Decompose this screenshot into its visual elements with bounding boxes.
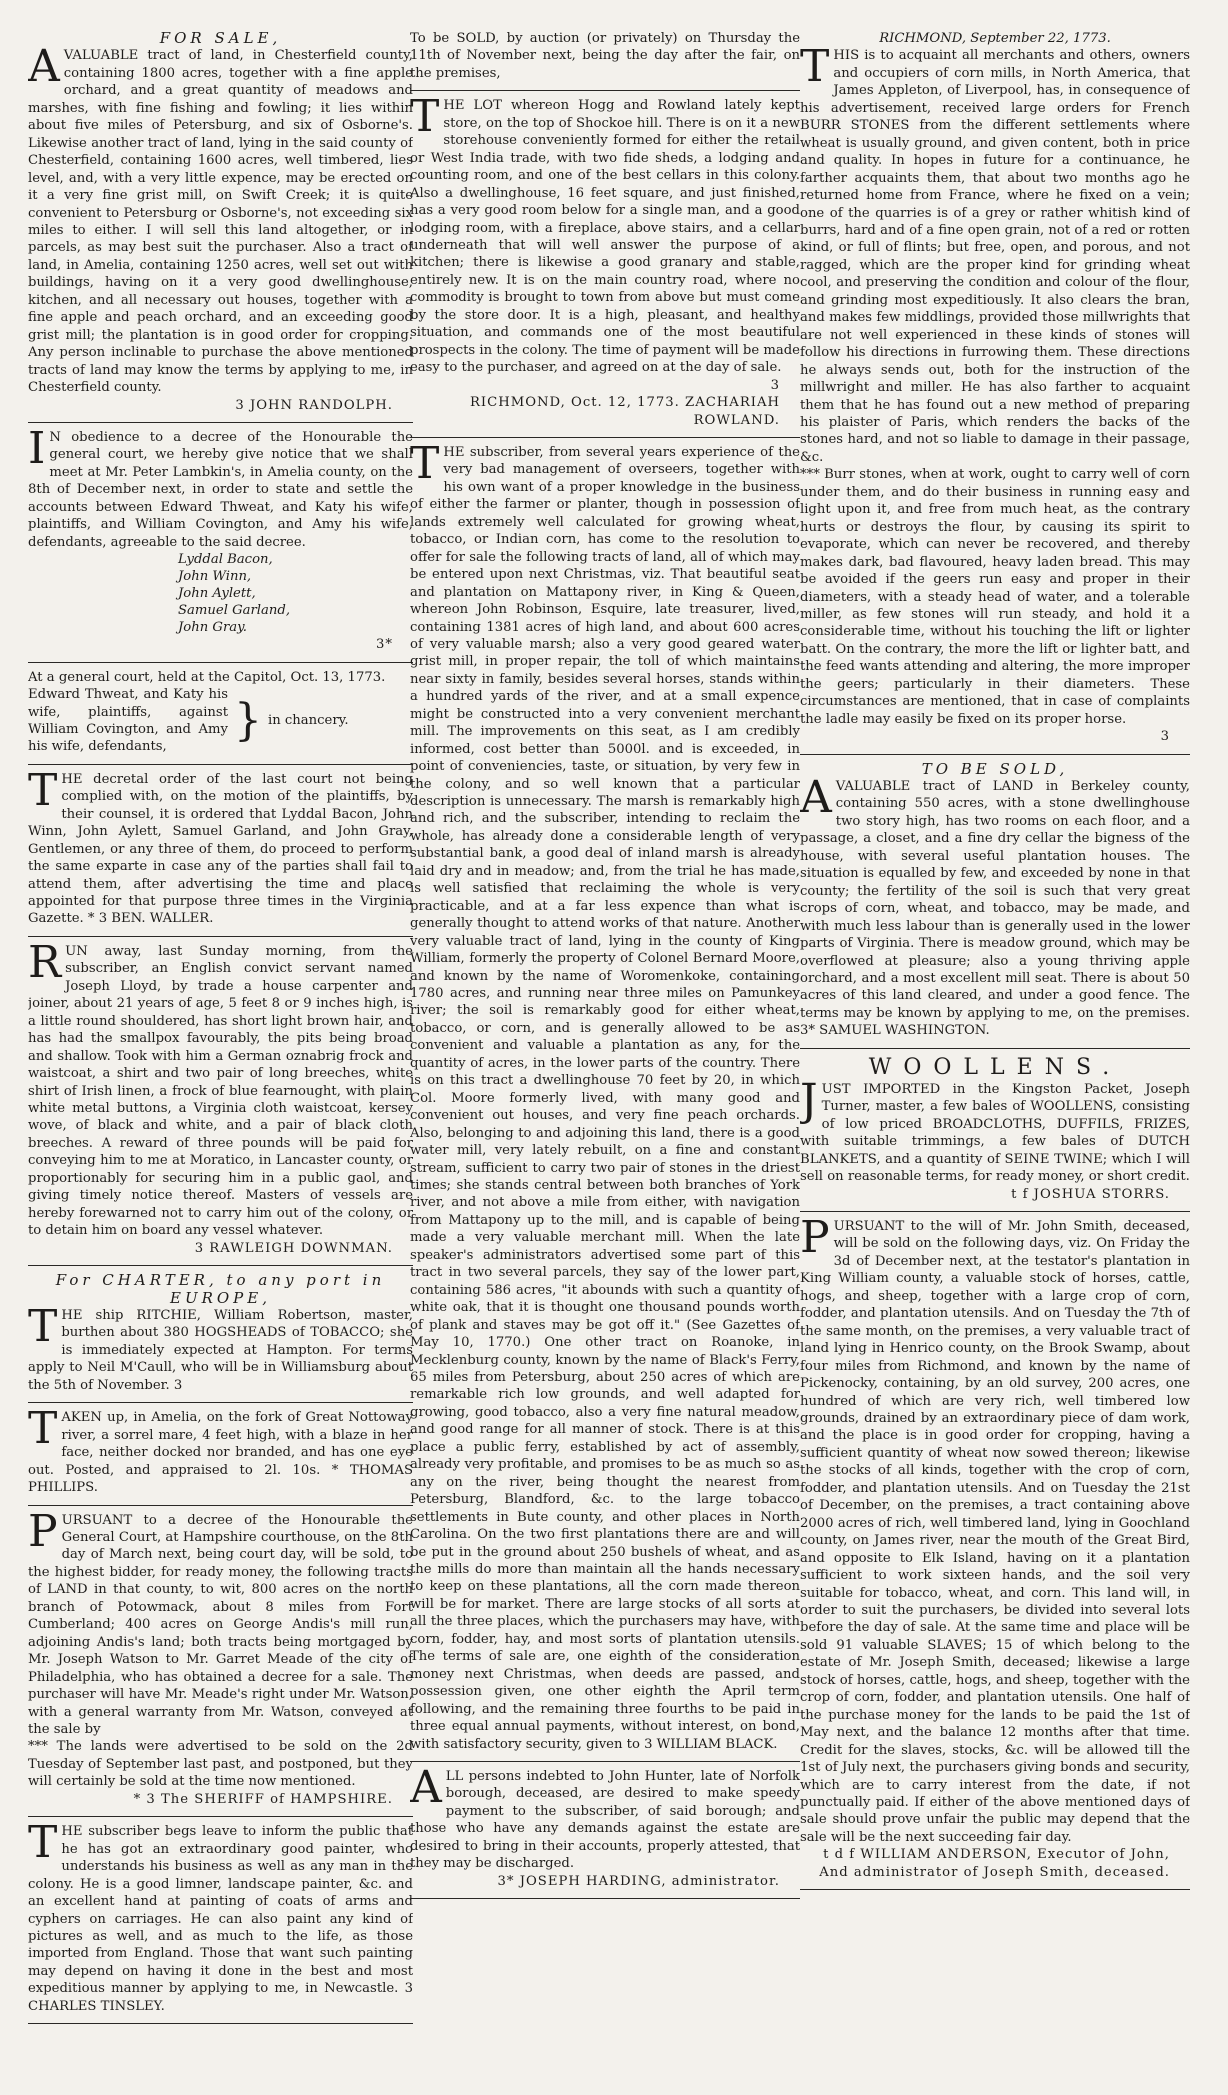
advertisement (28, 764, 413, 932)
ad-text: HE ship RITCHIE, William Robertson, master, burthen about 380 HOGSHEADS of TOBACCO; she is immediately expected at Hampton. For terms apply to Neil M'Caull, who will be in Williamsburg about the 5th of November. 3 (28, 1308, 413, 1393)
divider-rule (800, 1889, 1190, 1890)
ad-body (28, 1301, 413, 1394)
advertisement (800, 30, 1190, 750)
signatory: John Winn, (178, 569, 252, 585)
divider-rule (28, 764, 413, 765)
advertisement (800, 1212, 1190, 1885)
advertisement (410, 30, 800, 86)
column-2 (410, 30, 800, 2080)
ad-signature: 3 (1160, 729, 1170, 745)
divider-rule (28, 1402, 413, 1403)
ad-body (28, 1403, 413, 1496)
divider-rule (28, 422, 413, 423)
divider-rule (28, 2023, 413, 2024)
ad-text: HE decretal order of the last court not being complied with, on the motion of the plaintiffs, by their counsel, it is ordered that Lyddal Bacon, John Winn, John Aylett, Samuel Garland, and John Gray, Gentlemen, or any three of them, do proceed to perform the same exparte in case any of the parties shall fail to attend them, after advertising the time and place appointed for that purpose three times in the Virginia Gazette. * 3 BEN. WALLER. (28, 771, 413, 927)
ad-text: HE LOT whereon Hogg and Rowland lately kept store, on the top of Shockoe hill. There is on it a new storehouse conveniently formed for either the retail or West India trade, with two fide sheds, a lodging and counting room, and one of the best cellars in this colony. Also a dwellinghouse, 16 feet square, and just finished, has a very good room below for a single man, and a good lodging room, with a fireplace, above stairs, and a cellar underneath that will well answer the purpose of a kitchen; there is likewise a good granary and stable, entirely new. It is on the main country road, where no commodity is brought to town from above but must come by the store door. It is a high, pleasant, and healthy situation, and commands one of the most beautiful prospects in the colony. The time of payment will be made easy to the purchaser, and agreed on at the day of sale. (410, 98, 800, 376)
ad-signature-2: And administrator of Joseph Smith, deceased. (819, 1864, 1170, 1880)
signatory: Samuel Garland, (178, 603, 291, 619)
advertisement (28, 1505, 413, 1813)
divider-rule (28, 1505, 413, 1506)
column-3 (800, 30, 1190, 2080)
advertisement (410, 1761, 800, 1894)
ad-body (28, 1817, 413, 2015)
advertisement (28, 1272, 413, 1398)
divider-rule (410, 437, 800, 438)
ad-text: N obedience to a decree of the Honourable the general court, we hereby give notice that we shall meet at Mr. Peter Lambkin's, in Amelia county, on the 8th of December next, in order to state and settle the accounts between Edward Thweat, and Katy his wife, plaintiffs, and William Covington, and Amy his wife, defendants, agreeable to the said decree. (28, 429, 413, 550)
brace-glyph: } (234, 694, 262, 746)
divider-rule (410, 90, 800, 91)
chancery-block (28, 686, 413, 756)
column-1 (28, 30, 413, 2080)
divider-rule (28, 1265, 413, 1266)
ad-text: UN away, last Sunday morning, from the subscriber, an English convict servant named Joseph Lloyd, by trade a house carpenter and joiner, about 21 years of age, 5 feet 8 or 9 inches high, is a little round shouldered, has short light brown hair, and has had the smallpox favourably, the pits being broad and shallow. Took with him a German oznabrig frock and waistcoat, a shirt and two pair of long breeches, white shirt of Irish linen, a frock of blue fearnought, with plain white metal buttons, a Virginia cloth waistcoat, kersey wove, of black and white, and a pair of black cloth breeches. A reward of three pounds will be paid for conveying him to me at Moratico, in Lancaster county, or proportionably for securing him in a public gaol, and giving timely notice thereof. Masters of vessels are hereby forewarned not to carry him out of the colony, or to detain him on board any vessel whatever. (28, 943, 413, 1239)
drop-capital: P (28, 1505, 58, 1557)
advertisement (28, 1817, 413, 2019)
drop-capital: T (28, 1301, 58, 1352)
drop-capital: T (28, 1817, 58, 1869)
ad-heading: WOOLLENS. (868, 1054, 1122, 1080)
ad-signature: 3* JOSEPH HARDING, administrator. (497, 1873, 780, 1889)
divider-rule (410, 1761, 800, 1762)
drop-capital: T (800, 41, 830, 93)
drop-capital: A (800, 772, 832, 824)
ad-body (28, 41, 413, 396)
ad-heading: TO BE SOLD, (921, 759, 1069, 778)
drop-capital: P (800, 1212, 830, 1263)
ad-heading: FOR SALE, (159, 30, 282, 47)
ad-body (28, 422, 413, 551)
advertisement (410, 91, 800, 433)
ad-text: VALUABLE tract of LAND in Berkeley county, containing 550 acres, with a stone dwellinghouse two story high, has two rooms on each floor, and a passage, a closet, and a fine dry cellar the bigness of the house, with several useful plantation houses. The situation is equalled by few, and exceeded by none in that county; the fertility of the soil is such that very great crops of corn, wheat, and tobacco, may be made, and with much less labour than is generally used in the lower parts of Virginia. There is meadow ground, which may be overflowed at pleasure; also a young thriving apple orchard, and a most excellent mill seat. There is about 50 acres of this land cleared, and under a good fence. The terms may be known by applying to me, on the premises. 3* SAMUEL WASHINGTON. (800, 779, 1190, 1039)
ad-signature: * 3 The SHERIFF of HAMPSHIRE. (133, 1791, 393, 1807)
ad-body (800, 772, 1190, 1040)
advertisement (800, 1055, 1190, 1207)
ad-body (28, 936, 413, 1240)
advertisement (28, 1403, 413, 1500)
divider-rule (28, 662, 413, 663)
advertisement (28, 936, 413, 1261)
drop-capital: T (410, 91, 440, 143)
divider-rule (800, 1211, 1190, 1212)
ad-text: To be SOLD, by auction (or privately) on Thursday the 11th of November next, being the day after the fair, on the premises, (410, 31, 800, 81)
ad-text: VALUABLE tract of land, in Chesterfield county, containing 1800 acres, together with a fine apple orchard, and a great quantity of meadows and marshes, with fine fishing and fowling; it lies within about five miles of Petersburg, and six of Osborne's. Likewise another tract of land, lying in the said county of Chesterfield, containing 1600 acres, well timbered, lies level, and, with a very little expence, may be erected on it a very fine grist mill, on Swift Creek; it is quite convenient to Petersburg or Osborne's, not exceeding six miles to either. I will sell this land altogether, or in parcels, as may best suit the purchaser. Also a tract of land, in Amelia, containing 1250 acres, well set out with buildings, having on it a very good dwellinghouse, kitchen, and all necessary out houses, together with a fine apple and peach orchard, and an exceeding good grist mill; the plantation is in good order for cropping. Any person inclinable to purchase the above mentioned tracts of land may know the terms by applying to me, in Chesterfield county. (28, 48, 413, 396)
advertisement (28, 422, 413, 658)
ad-text: AKEN up, in Amelia, on the fork of Great Nottoway river, a sorrel mare, 4 feet high, with a blaze in her face, neither docked nor branded, and has one eye out. Posted, and appraised to 2l. 10s. * THOMAS PHILLIPS. (28, 1410, 413, 1496)
drop-capital: A (410, 1761, 442, 1813)
drop-capital: T (28, 764, 58, 816)
court-heading: At a general court, held at the Capitol, Oct. 13, 1773. (28, 669, 386, 685)
ad-heading: For CHARTER, to any port in EUROPE, (55, 1271, 386, 1307)
ad-text: UST IMPORTED in the Kingston Packet, Joseph Turner, master, a few bales of WOOLLENS, consisting of low priced BROADCLOTHS, DUFFILS, FRIZES, with suitable trimmings, a few bales of DUTCH BLANKETS, and a quantity of SEINE TWINE; which I will sell on reasonable terms, for ready money, or short credit. (800, 1081, 1190, 1185)
ad-body (410, 437, 800, 1753)
ad-signature-2: RICHMOND, Oct. 12, 1773. ZACHARIAH ROWLAND. (469, 395, 780, 428)
drop-capital: T (28, 1403, 58, 1455)
ad-text: URSUANT to the will of Mr. John Smith, deceased, will be sold on the following days, viz. On Friday the 3d of December next, at the testator's plantation in King William county, a valuable stock of horses, cattle, hogs, and sheep, together with a large crop of corn, fodder, and plantation utensils. And on Tuesday the 7th of the same month, on the premises, a very valuable tract of land lying in Henrico county, on the Brook Swamp, about four miles from Richmond, and known by the name of Pickenocky, containing, by an old survey, 200 acres, one hundred of which are very rich, well timbered low grounds, drained by an extraordinary piece of dam work, and the place is in good order for cropping, having a sufficient quantity of wheat now sowed thereon; likewise the stocks of all kinds, together with the crop of corn, fodder, and plantation utensils. And on Tuesday the 21st of December, on the premises, a tract containing above 2000 acres of rich, well timbered land, lying in Goochland county, on James river, near the mouth of the Great Bird, and opposite to Elk Island, having on it a plantation sufficient to work sixteen hands, and the soil very suitable for tobacco, wheat, and corn. This land will, in order to suit the purchasers, be divided into several lots before the day of sale. At the same time and place will be sold 91 valuable SLAVES; 15 of which belong to the estate of Mr. Joseph Smith, deceased; likewise a large stock of horses, cattle, hogs, and sheep, together with the crop of corn, fodder, and plantation utensils. One half of the purchase money for the lands to be paid the 1st of May next, and the balance 12 months after that time. Credit for the slaves, stocks, &c. will be allowed till the 1st of July next, the purchasers giving bonds and security, which are to carry interest from the date, if not punctually paid. If either of the above mentioned days of sale should prove unfair the public may depend that the sale will be the next succeeding fair day. (800, 1219, 1190, 1845)
case-court: in chancery. (268, 713, 349, 729)
divider-rule (800, 1048, 1190, 1049)
ad-signature: 3* (376, 637, 393, 653)
ad-text: HE subscriber begs leave to inform the public that he has got an extraordinary good painter, who understands his business as well as any man in the colony. He is a good limner, landscape painter, &c. and an excellent hand at painting of coats of arms and cyphers on carriages. He can also paint any kind of pictures as well, and as much to the life, as those imported from England. Those that want such painting may depend on having it done in the best and most expeditious manner by applying to me, in Newcastle. 3 CHARLES TINSLEY. (28, 1824, 413, 2014)
ad-body (28, 764, 413, 928)
ad-body (800, 1212, 1190, 1846)
ad-body (410, 1761, 800, 1873)
ad-text: HIS is to acquaint all merchants and others, owners and occupiers of corn mills, in North America, that James Appleton, of Liverpool, has, in consequence of his advertisement, received large orders for French BURR STONES from the different settlements where wheat is usually ground, and given content, both in price and quality. In hopes in future for a continuance, he farther acquaints them, that about two months ago he returned home from France, where he fixed on a vein; one of the quarries is of a grey or rather whitish kind of burrs, hard and of a fine open grain, not of a red or rotten kind, or full of flints; but free, open, and porous, and not ragged, which are the proper kind for grinding wheat cool, and preserving the condition and colour of the flour, and grinding most expeditiously. It also clears the bran, and makes few middlings, provided those millwrights that are not well experienced in these kinds of stones will follow his directions in furrowing them. These directions he always sends out, both for the instruction of the millwright and miller. He has also farther to acquaint them that he has found out a new method of preparing his plaister of Paris, which renders the backs of the stones hard, and not so liable to damage in their passage, &c. (800, 48, 1190, 465)
advertisement (800, 761, 1190, 1044)
ad-note: *** The lands were advertised to be sold on the 2d Tuesday of September last past, and postponed, but they will certainly be sold at the time now mentioned. (28, 1739, 413, 1790)
ad-text: URSUANT to a decree of the Honourable the General Court, at Hampshire courthouse, on the 8th day of March next, being court day, will be sold, to the highest bidder, for ready money, the following tracts of LAND in that county, to wit, 800 acres on the north branch of Potowmack, about 8 miles from Fort Cumberland; 400 acres on George Andis's mill run, adjoining Andis's land; both tracts being mortgaged by Mr. Joseph Watson to Mr. Garret Meade of the city of Philadelphia, who has obtained a decree for a sale. The purchaser will have Mr. Meade's right under Mr. Watson, with a general warranty from Mr. Watson, conveyed at the sale by (28, 1512, 413, 1737)
ad-body (28, 1505, 413, 1739)
drop-capital: J (800, 1074, 818, 1126)
drop-capital: T (410, 437, 440, 489)
ad-text: HE subscriber, from several years experience of the very bad management of overseers, together with his own want of a proper knowledge in the business of either the farmer or planter, though in possession of lands extremely well calculated for growing wheat, tobacco, or Indian corn, has come to the resolution to offer for sale the following tracts of land, all of which may be entered upon next Christmas, viz. That beautiful seat and plantation on Mattapony river, in King & Queen, whereon John Robinson, Esquire, late treasurer, lived, containing 1381 acres of high land, and about 600 acres of very valuable marsh; also a very good geared water grist mill, in proper repair, the toll of which maintains near sixty in family, besides several horses, stands within a hundred yards of the river, and at a small expence might be constructed into a very convenient merchant mill. The improvements on this seat, as I am credibly informed, cost better than 5000l. and is exceeded, in point of conveniencies, taste, or situation, by very few in the colony, and so well known that a particular description is unnecessary. The marsh is remarkably high and rich, and the subscriber, intending to reclaim the whole, has already done a considerable length of very substantial bank, a good deal of inland marsh is already laid dry and in meadow; and, from the trial he has made, is well satisfied that reclaiming the whole is very practicable, and at a far less expence than what is generally thought to attend works of that nature. Another very valuable tract of land, lying in the county of King William, formerly the property of Colonel Bernard Moore, and known by the name of Woromenkoke, containing 1780 acres, and running near three miles on Pamunkey river; the soil is remarkably good for either wheat, tobacco, or corn, and is generally allowed to be as convenient and valuable a plantation as any, for the quantity of acres, in the lower parts of the country. There is on this tract a dwellinghouse 70 feet by 20, in which Col. Moore formerly lived, with many good and convenient out houses, and very fine peach orchards. Also, belonging to and adjoining this land, there is a good water mill, very lately rebuilt, on a fine and constant stream, sufficient to carry two pair of stones in the driest times; she stands central between both branches of York river, and not above a mile from either, with navigation from Mattapony up to the mill, and is capable of being made a very valuable merchant mill. When the late speaker's administrators advertised some part of this tract in two several parcels, they say of the lower part, containing 586 acres, "it abounds with such a quantity of white oak, that it is thought one thousand pounds worth of plank and staves may be got off it." (See Gazettes of May 10, 1770.) One other tract on Roanoke, in Mecklenburg county, known by the name of Black's Ferry, 65 miles from Petersburg, about 250 acres of which are remarkable rich low grounds, and well adapted for growing, good tobacco, also a very fine natural meadow, and good range for all manner of stock. There is at this place a public ferry, established by act of assembly, already very profitable, and promises to be as much so as any on the river, being thought the nearest from Petersburg, Blandford, &c. to the large tobacco settlements in Bute county, and other places in North Carolina. On the two first plantations there are and will be put in the ground about 250 bushels of wheat, and as the mills do more than maintain all the hands necessary to keep on these plantations, all the corn made thereon will be for market. There are large stocks of all sorts at all the three places, which the purchasers may have, with corn, fodder, hay, and most sorts of plantation utensils. The terms of sale are, one eighth of the consideration money next Christmas, when deeds are passed, and possession given, one other eighth the April term following, and the remaining three fourths to be paid in three equal annual payments, without interest, on bond, with satisfactory security, given to 3 WILLIAM BLACK. (410, 444, 800, 1752)
advertisement (410, 437, 800, 1757)
drop-capital: I (28, 422, 46, 474)
ad-body (410, 91, 800, 376)
ad-signature: 3 RAWLEIGH DOWNMAN. (194, 1240, 393, 1256)
ad-signature: 3 (770, 377, 780, 393)
drop-capital: A (28, 41, 60, 93)
drop-capital: R (28, 936, 62, 988)
ad-body (800, 41, 1190, 466)
ad-note: *** Burr stones, when at work, ought to carry well of corn under them, and do their business in running easy and light upon it, and free from much heat, as the contrary hurts or destroys the flour, by causing its spirit to evaporate, which can never be recovered, and thereby makes dark, bad flavoured, heavy laden bread. This may be avoided if the geers run easy and proper in their diameters, with a steady head of water, and a tolerable miller, as few stones will run steady, and hold it a considerable time, without his touching the lift or lighter batt. On the contrary, the more the lift or lighter batt, and the feed wants attending and altering, the more improper the geers; particularly in their diameters. These circumstances are mentioned, that in case of complaints the ladle may easily be fixed on its proper horse. (800, 467, 1190, 727)
divider-rule (410, 1898, 800, 1899)
divider-rule (28, 936, 413, 937)
ad-signature: t f JOSHUA STORRS. (1011, 1186, 1170, 1202)
ad-text: LL persons indebted to John Hunter, late of Norfolk borough, deceased, are desired to make speedy payment to the subscriber, of said borough; and those who have any demands against the estate are desired to bring in their accounts, properly attested, that they may be discharged. (410, 1768, 800, 1872)
ad-signature: t d f WILLIAM ANDERSON, Executor of John, (823, 1847, 1170, 1863)
case-parties: Edward Thweat, and Katy his wife, plaintiffs, against William Covington, and Amy his wife, defendants, (28, 687, 228, 755)
signatory: John Gray. (178, 620, 247, 636)
ad-body (800, 1074, 1190, 1186)
ad-signature: 3 JOHN RANDOLPH. (235, 397, 393, 413)
signatory: John Aylett, (178, 586, 256, 602)
advertisement (28, 30, 413, 418)
divider-rule (800, 754, 1190, 755)
divider-rule (28, 1816, 413, 1817)
signatory: Lyddal Bacon, (178, 552, 273, 568)
advertisement (28, 669, 413, 760)
ad-body (410, 30, 800, 82)
dateline: RICHMOND, September 22, 1773. (879, 31, 1111, 46)
